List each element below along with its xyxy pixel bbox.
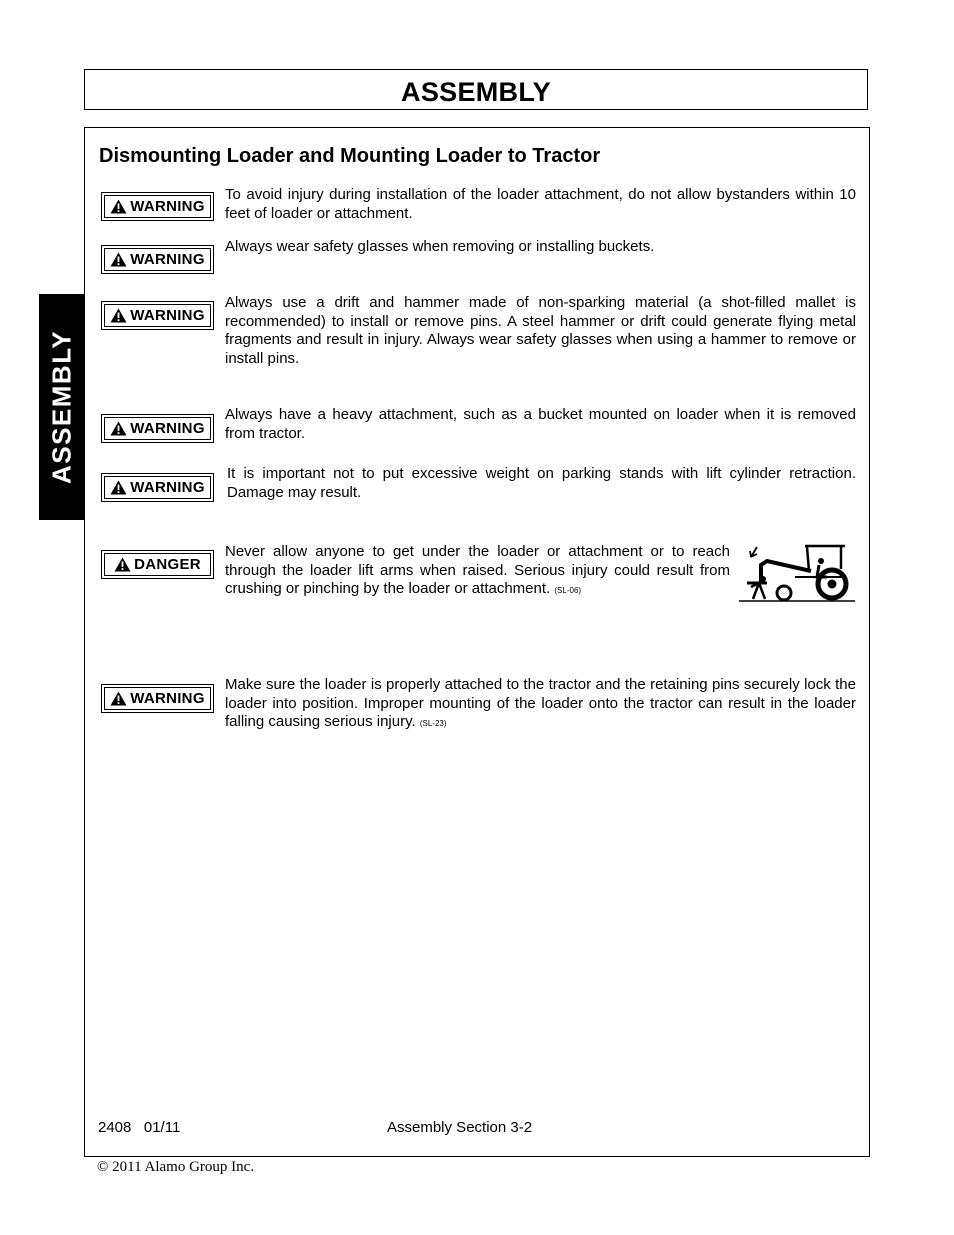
warning-triangle-icon <box>114 557 131 572</box>
warning-triangle-icon <box>110 308 127 323</box>
message-text: Always have a heavy attachment, such as a bucket mounted on loader when it is removed from tractor. <box>225 406 856 442</box>
warning-triangle-icon <box>110 252 127 267</box>
message-text: Never allow anyone to get under the loader or attachment or to reach through the loader lift arms when raised. Serious injury could result from crushing or pinching by the loader or attachment. <box>225 543 730 598</box>
warning-badge <box>101 473 214 502</box>
side-tab <box>39 294 84 520</box>
badge-label: DANGER <box>134 556 201 573</box>
badge-label: WARNING <box>130 479 205 496</box>
section-page: Assembly Section 3-2 <box>387 1119 533 1136</box>
doc-number: 2408 01/11 <box>98 1119 181 1136</box>
safety-ref: (SL-06) <box>554 586 582 596</box>
content-panel <box>84 127 870 1157</box>
side-tab-label: ASSEMBLY <box>46 329 76 485</box>
badge-label: WARNING <box>130 690 205 707</box>
warning-message <box>225 676 856 734</box>
badge-label: WARNING <box>130 420 205 437</box>
warning-badge <box>101 192 214 221</box>
safety-ref: (SL-23) <box>419 719 447 729</box>
warning-triangle-icon <box>110 199 127 214</box>
warning-badge <box>101 684 214 713</box>
warning-message <box>227 465 856 502</box>
tractor-loader-crush-hazard-icon <box>737 543 857 605</box>
header-title: ASSEMBLY <box>401 77 551 107</box>
section-title: Dismounting Loader and Mounting Loader to Tractor <box>99 145 601 167</box>
warning-message <box>225 186 856 223</box>
page-header <box>84 69 868 110</box>
warning-badge <box>101 414 214 443</box>
badge-label: WARNING <box>130 307 205 324</box>
badge-label: WARNING <box>130 251 205 268</box>
warning-triangle-icon <box>110 691 127 706</box>
warning-badge <box>101 301 214 330</box>
warning-badge <box>101 245 214 274</box>
message-text: It is important not to put excessive weight on parking stands with lift cylinder retraction. Damage may result. <box>227 465 856 501</box>
message-text: Always use a drift and hammer made of non-sparking material (a shot-filled mallet is recommended) to install or remove pins. A steel hammer or drift could generate flying metal fragments and result in injury. Always wear safety glasses when using a hammer to remove or install pins. <box>225 294 856 367</box>
message-text: Always wear safety glasses when removing or installing buckets. <box>225 238 655 255</box>
warning-message <box>225 406 856 443</box>
message-text: Make sure the loader is properly attached to the tractor and the retaining pins securely lock the loader into position. Improper mounting of the loader onto the tractor can result in the loader falling causing serious injury. <box>225 676 856 731</box>
warning-message <box>225 238 856 257</box>
message-text: To avoid injury during installation of the loader attachment, do not allow bystanders within 10 feet of loader or attachment. <box>225 186 856 222</box>
badge-label: WARNING <box>130 198 205 215</box>
danger-badge <box>101 550 214 579</box>
warning-message <box>225 294 856 368</box>
warning-triangle-icon <box>110 480 127 495</box>
danger-message <box>225 543 730 601</box>
copyright: © 2011 Alamo Group Inc. <box>97 1159 255 1175</box>
warning-triangle-icon <box>110 421 127 436</box>
